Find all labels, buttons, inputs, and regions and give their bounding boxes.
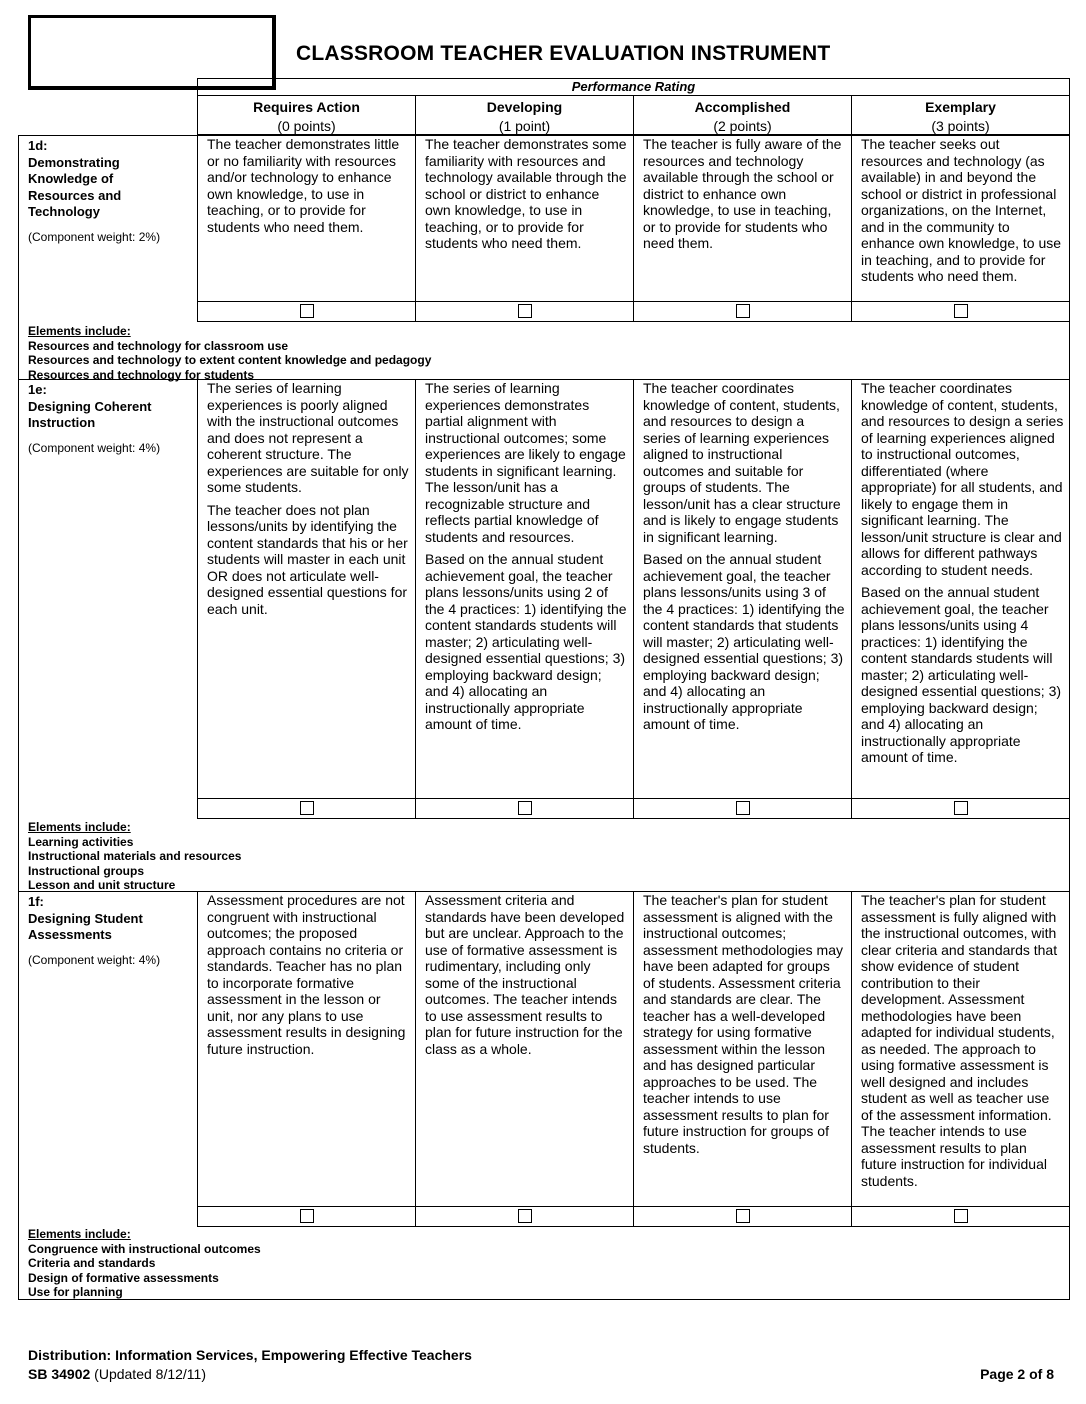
rating-header-requires-action (197, 95, 415, 135)
rating-checkbox-exemplary[interactable] (954, 1209, 968, 1223)
element-item: Resources and technology to extent content knowledge and pedagogy (28, 353, 432, 367)
descriptor-text: The teacher is fully aware of the resources and technology available through the school or district to enhance own knowledge, to use in teaching, or to provide for students who need them. (643, 136, 842, 251)
rating-header-accomplished (633, 95, 851, 135)
descriptor-developing (415, 892, 633, 1207)
checkbox-cell (415, 302, 633, 321)
rating-checkbox-row (197, 301, 1070, 322)
descriptor-text: The teacher coordinates knowledge of content, students, and resources to design a series of learning experiences aligned to instructional outcomes and suitable for groups of students. The lesson/unit has a clear structure and is likely to engage students in significant learning. (643, 380, 841, 545)
rating-checkbox-requires-action[interactable] (300, 801, 314, 815)
component-weight: (Component weight: 4%) (28, 440, 161, 455)
checkbox-cell (415, 799, 633, 818)
checkbox-cell (633, 799, 851, 818)
document-number: SB 34902 (28, 1366, 91, 1382)
descriptor-text: The teacher's plan for student assessment is aligned with the instructional outcomes; assessment methodologies may have been adapted for groups of students. Assessment criteria and standards are clear. The teacher has a well-developed strategy for using formative assessment within the lesson and has designed particular approaches to be used. The teacher intends to use assessment results to plan for future instruction for groups of students. (643, 892, 843, 1156)
descriptor-text: The teacher demonstrates some familiarity with resources and technology available through the school or district to enhance own knowledge, to use in teaching, or to provide for students who need them. (425, 136, 627, 251)
rating-checkbox-developing[interactable] (518, 1209, 532, 1223)
descriptor-developing (415, 136, 633, 302)
rating-header-row (197, 95, 1070, 135)
descriptor-exemplary (851, 136, 1070, 302)
element-item: Design of formative assessments (28, 1270, 219, 1285)
descriptor-text: The series of learning experiences demonstrates partial alignment with instructional outcomes; some experiences are likely to engage students in significant learning. The lesson/unit has a recognizable structure and reflects partial knowledge of students and resources. (425, 380, 626, 545)
component-name-line: Designing Coherent (28, 398, 152, 414)
elements-heading: Elements include: (28, 324, 131, 338)
elements-list (28, 820, 241, 893)
rating-checkbox-developing[interactable] (518, 304, 532, 318)
elements-heading: Elements include: (28, 1227, 131, 1241)
checkbox-cell (415, 1207, 633, 1226)
updated-date: (Updated 8/12/11) (94, 1366, 206, 1382)
descriptor-text: Based on the annual student achievement goal, the teacher plans lessons/units using 3 of the 4 practices: 1) identifying the content standards that students will master; 2) articulating well-designed essential questions; 3) employing backward design; and 4) allocating an instructionally appropriate amount of time. (643, 551, 845, 732)
page-number: Page 2 of 8 (980, 1366, 1054, 1382)
page-title: CLASSROOM TEACHER EVALUATION INSTRUMENT (296, 42, 831, 65)
component-section-1e (18, 380, 1070, 892)
component-section-1d (18, 135, 1070, 380)
element-item: Resources and technology for students (28, 367, 255, 382)
checkbox-cell (851, 799, 1070, 818)
descriptor-text: Based on the annual student achievement goal, the teacher plans lessons/units using 4 practices: 1) identifying the content standards students will master; 2) articulating well-designed essential questions; 3) employing backward design; and 4) allocating an instructionally appropriate amount of time. (861, 584, 1062, 765)
descriptor-text: The series of learning experiences is poorly aligned with the instructional outcomes and does not represent a coherent structure. The experiences are suitable for only some students. (207, 380, 409, 495)
component-weight: (Component weight: 2%) (28, 229, 161, 244)
descriptor-exemplary (851, 892, 1070, 1207)
checkbox-cell (633, 302, 851, 321)
rating-header-exemplary (851, 95, 1070, 135)
rating-level-name: Accomplished (694, 99, 791, 115)
rating-checkbox-requires-action[interactable] (300, 1209, 314, 1223)
descriptor-exemplary (851, 380, 1070, 799)
rating-level-name: Exemplary (925, 99, 996, 115)
checkbox-cell (197, 1207, 415, 1226)
descriptor-text: The teacher seeks out resources and technology (as available) in and beyond the school or district in professional organizations, on the Internet, and in the community to enhance own knowledge, to use in teaching, and to provide for students who need them. (861, 136, 1062, 284)
descriptor-accomplished (633, 892, 851, 1207)
checkbox-cell (851, 1207, 1070, 1226)
descriptor-text: The teacher does not plan lessons/units by identifying the content standards that his or her students will master in each unit OR does not articulate well-designed essential questions for each unit. (207, 501, 408, 617)
rating-checkbox-requires-action[interactable] (300, 304, 314, 318)
descriptor-requires-action (197, 892, 415, 1207)
checkbox-cell (633, 1207, 851, 1226)
performance-rating-label: Performance Rating (197, 78, 1070, 95)
component-name-line: Demonstrating (28, 154, 120, 170)
rating-checkbox-accomplished[interactable] (736, 801, 750, 815)
descriptor-developing (415, 380, 633, 799)
rating-checkbox-developing[interactable] (518, 801, 532, 815)
component-name-line: Assessments (28, 927, 112, 942)
rating-checkbox-accomplished[interactable] (736, 304, 750, 318)
element-item: Lesson and unit structure (28, 878, 176, 892)
element-item: Learning activities (28, 834, 134, 849)
descriptor-text: The teacher demonstrates little or no familiarity with resources and/or technology to enhance own knowledge, to use in teaching, or to provide for students who need them. (207, 136, 400, 235)
rating-level-points: (2 points) (713, 118, 772, 134)
document-number-line (28, 1366, 206, 1382)
component-name-line: Knowledge of (28, 171, 114, 186)
descriptor-text: Assessment criteria and standards have been developed but are unclear. Approach to the use of formative assessment is rudimentary, including only some of the instructional outcomes. The teacher intends to use assessment results to plan for future instruction for the class as a whole. (425, 892, 625, 1057)
rating-checkbox-accomplished[interactable] (736, 1209, 750, 1223)
component-code: 1f: (28, 894, 44, 909)
element-item: Instructional groups (28, 863, 145, 878)
checkbox-cell (851, 302, 1070, 321)
rating-header-developing (415, 95, 633, 135)
component-code: 1e: (28, 382, 47, 397)
element-item: Criteria and standards (28, 1256, 156, 1270)
elements-heading: Elements include: (28, 820, 131, 834)
component-code: 1d: (28, 138, 48, 153)
descriptor-accomplished (633, 380, 851, 799)
component-label (19, 136, 198, 244)
component-name-line: Instruction (28, 415, 96, 430)
elements-list (28, 1227, 261, 1300)
element-item: Instructional materials and resources (28, 849, 242, 863)
descriptor-requires-action (197, 136, 415, 302)
component-name-line: Technology (28, 204, 100, 219)
rating-checkbox-row (197, 798, 1070, 819)
descriptor-requires-action (197, 380, 415, 799)
component-section-1f (18, 892, 1070, 1300)
element-item: Congruence with instructional outcomes (28, 1241, 261, 1256)
component-label (19, 380, 198, 455)
rating-level-points: (1 point) (498, 118, 551, 134)
distribution-note: Distribution: Information Services, Empowering Effective Teachers (28, 1347, 472, 1363)
component-weight: (Component weight: 4%) (28, 952, 161, 967)
rating-level-points: (3 points) (931, 118, 990, 134)
elements-list (28, 324, 431, 382)
element-item: Use for planning (28, 1285, 123, 1299)
checkbox-cell (197, 799, 415, 818)
rating-level-name: Requires Action (253, 99, 360, 115)
component-name-line: Resources and (28, 187, 122, 203)
rating-checkbox-exemplary[interactable] (954, 304, 968, 318)
descriptor-accomplished (633, 136, 851, 302)
descriptor-text: Based on the annual student achievement goal, the teacher plans lessons/units using 2 of the 4 practices: 1) identifying the content standards students will master; 2) articulating well-designed essential questions; 3) employing backward design; and 4) allocating an instructionally appropriate amount of time. (425, 551, 627, 732)
rating-level-name: Developing (486, 99, 563, 115)
rating-checkbox-row (197, 1206, 1070, 1227)
descriptor-text: The teacher's plan for student assessment is fully aligned with the instructional outcomes, with clear criteria and standards that show evidence of student contribution to their development. Assessment methodologies have been adapted for individual students, as needed. The approach to using formative assessment is well designed and includes student as well as teacher use of the assessment information. The teacher intends to use assessment results to plan future instruction for individual students. (861, 892, 1058, 1189)
checkbox-cell (197, 302, 415, 321)
element-item: Resources and technology for classroom use (28, 338, 289, 353)
descriptor-text: The teacher coordinates knowledge of content, students, and resources to design a series of learning experiences aligned to instructional outcomes, differentiated (where appropriate) for all students, and likely to engage them in significant learning. The lesson/unit structure is clear and allows for different pathways according to student needs. (861, 380, 1064, 578)
descriptor-text: Assessment procedures are not congruent with instructional outcomes; the proposed approach contains no criteria or standards. Teacher has no plan to incorporate formative assessment in the lesson or unit, nor any plans to use assessment results in designing future instruction. (207, 892, 406, 1057)
component-label (19, 892, 198, 967)
component-name-line: Designing Student (28, 910, 143, 926)
rating-level-points: (0 points) (277, 118, 336, 134)
rating-checkbox-exemplary[interactable] (954, 801, 968, 815)
